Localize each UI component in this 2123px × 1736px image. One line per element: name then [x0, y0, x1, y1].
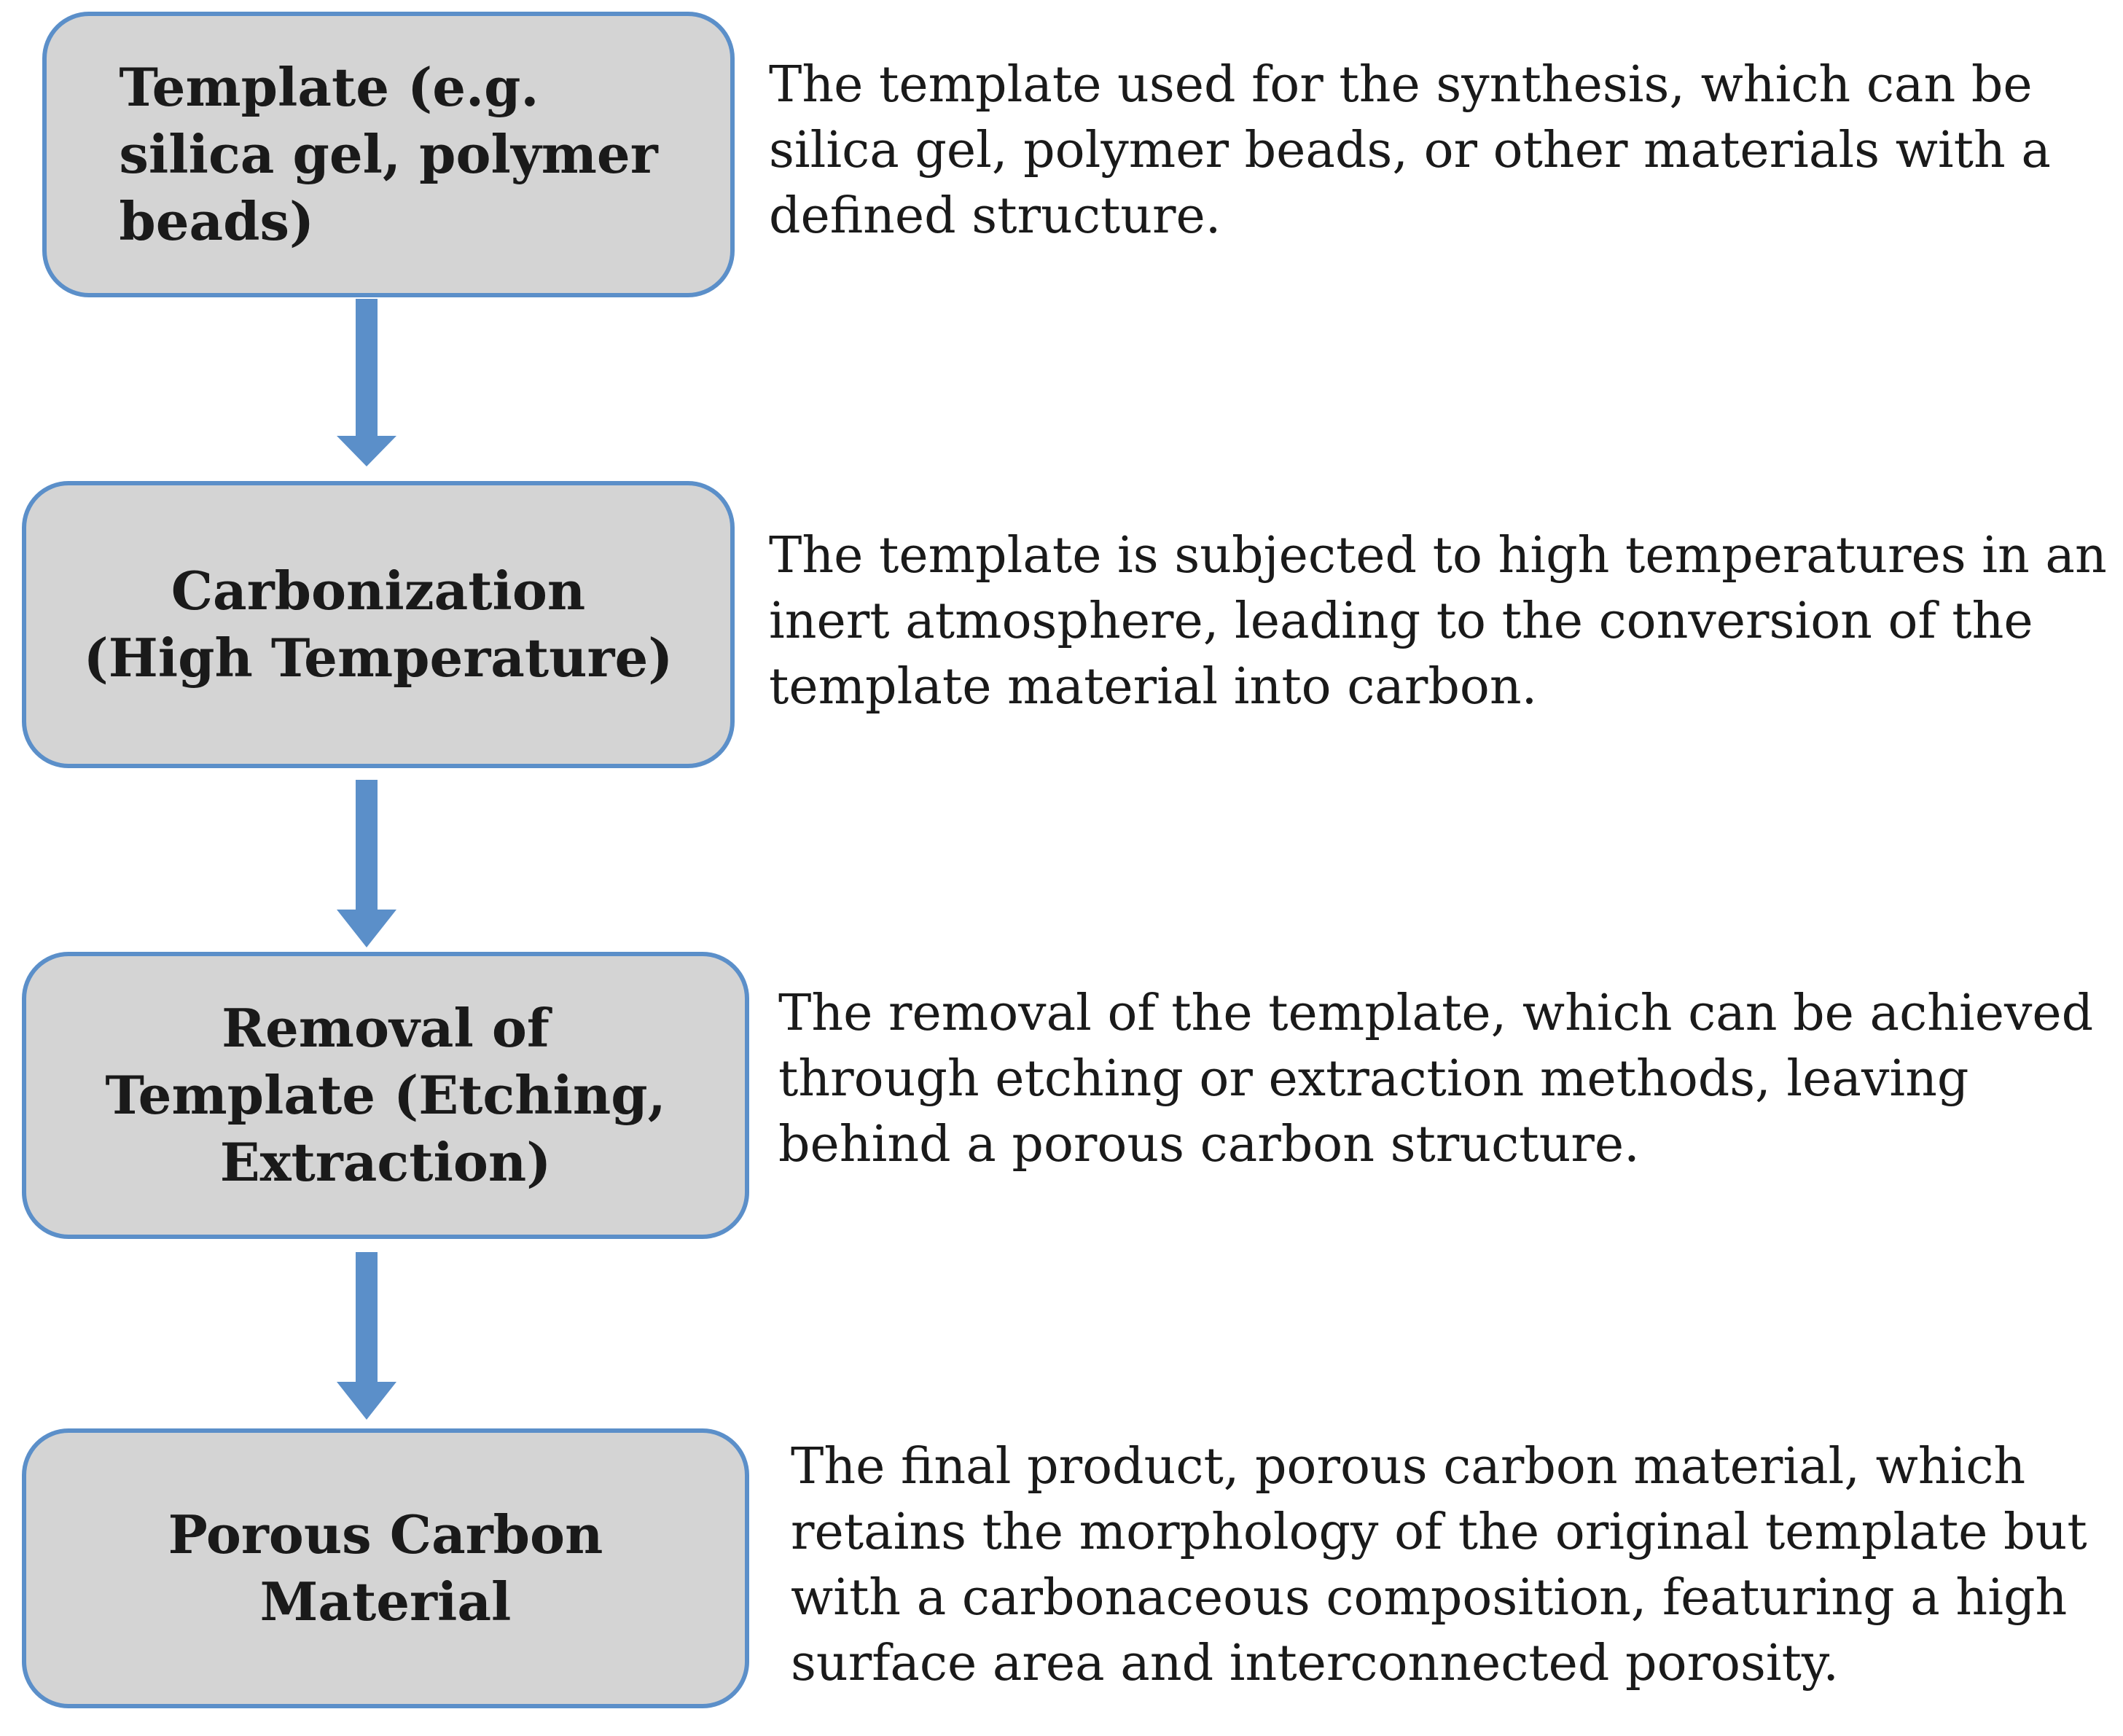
- arrow-1: [337, 299, 396, 466]
- arrow-2: [337, 780, 396, 947]
- step-description-carbonization: The template is subjected to high temperatures in an inert atmosphere, leading to the conversion of the template material into carbon.: [769, 527, 2107, 716]
- step-label-removal: Removal of Template (Etching, Extraction): [105, 997, 666, 1193]
- step-description-removal: The removal of the template, which can be achieved through etching or extraction methods, leaving behind a porous carbon structure.: [778, 985, 2094, 1173]
- step-label-template: Template (e.g. silica gel, polymer beads): [119, 56, 658, 252]
- step-description-template: The template used for the synthesis, which can be silica gel, polymer beads, or other materials with a defined structure.: [769, 56, 2051, 245]
- arrow-3: [337, 1252, 396, 1420]
- step-description-porous-carbon: The final product, porous carbon material, which retains the morphology of the original template but with a carbonaceous composition, featuring a high surface area and interconnected porosity.: [791, 1438, 2087, 1692]
- step-label-carbonization: Carbonization (High Temperature): [83, 560, 673, 689]
- step-label-porous-carbon: Porous Carbon Material: [168, 1504, 603, 1633]
